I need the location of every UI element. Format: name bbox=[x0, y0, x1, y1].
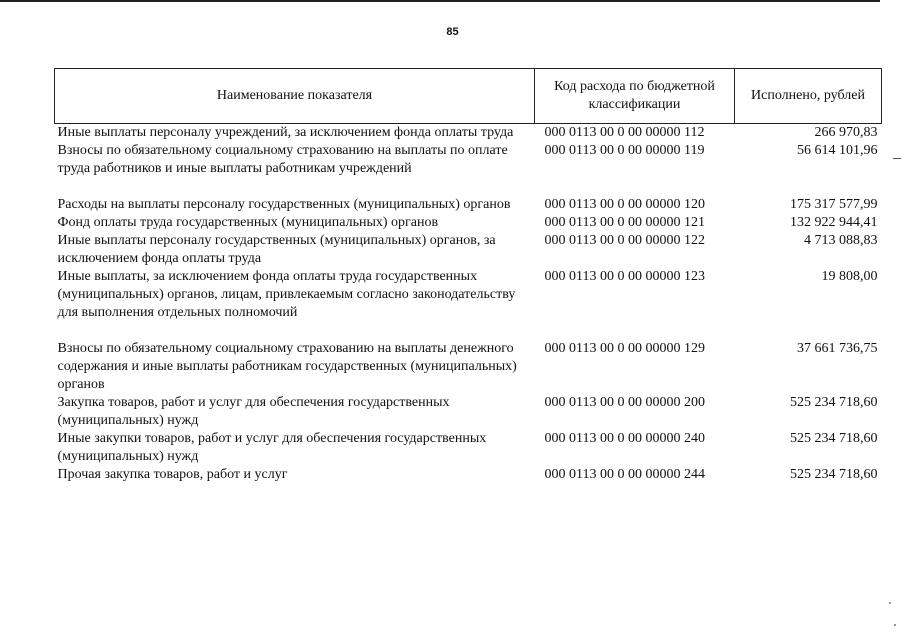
row-name: Прочая закупка товаров, работ и услуг bbox=[57, 467, 288, 482]
table-row bbox=[55, 142, 882, 196]
row-code: 000 0113 00 0 00 00000 123 bbox=[544, 269, 705, 284]
row-name: Взносы по обязательному социальному страхованию на выплаты денежного содержания и иные выплаты работникам государственных (муниципальных) органов bbox=[57, 341, 517, 392]
margin-mark bbox=[893, 158, 901, 159]
header-budget-code: Код расхода по бюджетной классификации bbox=[535, 69, 735, 124]
table-row bbox=[55, 340, 882, 394]
row-code: 000 0113 00 0 00 00000 119 bbox=[544, 143, 705, 158]
table-row bbox=[55, 268, 882, 340]
table-row bbox=[55, 430, 882, 466]
row-code: 000 0113 00 0 00 00000 129 bbox=[544, 341, 705, 356]
header-amount-executed: Исполнено, рублей bbox=[735, 69, 882, 124]
table-row bbox=[55, 466, 882, 484]
scan-speck bbox=[889, 602, 891, 604]
table-row bbox=[55, 394, 882, 430]
row-amount: 525 234 718,60 bbox=[790, 467, 878, 482]
row-name: Иные выплаты персоналу учреждений, за исключением фонда оплаты труда bbox=[57, 125, 514, 140]
row-name: Иные выплаты персоналу государственных (муниципальных) органов, за исключением фонда оплаты труда bbox=[57, 233, 496, 266]
row-amount: 19 808,00 bbox=[821, 269, 878, 284]
row-amount: 56 614 101,96 bbox=[797, 143, 878, 158]
row-code: 000 0113 00 0 00 00000 240 bbox=[544, 431, 705, 446]
scan-speck bbox=[894, 624, 896, 626]
header-row bbox=[55, 69, 882, 124]
row-amount: 525 234 718,60 bbox=[790, 431, 878, 446]
row-amount: 132 922 944,41 bbox=[790, 215, 878, 230]
row-name: Фонд оплаты труда государственных (муниципальных) органов bbox=[57, 215, 439, 230]
row-name: Иные закупки товаров, работ и услуг для обеспечения государственных (муниципальных) нужд bbox=[57, 431, 487, 464]
row-name: Закупка товаров, работ и услуг для обеспечения государственных (муниципальных) нужд bbox=[57, 395, 450, 428]
row-code: 000 0113 00 0 00 00000 200 bbox=[544, 395, 705, 410]
row-name: Взносы по обязательному социальному страхованию на выплаты по оплате труда работников и иные выплаты работникам учреждений bbox=[57, 143, 508, 176]
row-code: 000 0113 00 0 00 00000 121 bbox=[544, 215, 705, 230]
row-amount: 37 661 736,75 bbox=[797, 341, 878, 356]
row-name: Иные выплаты, за исключением фонда оплаты труда государственных (муниципальных) органов, лицам, привлекаемым согласно законодательству для выполнения отдельных полномочий bbox=[57, 269, 516, 320]
table-row bbox=[55, 124, 882, 143]
row-code: 000 0113 00 0 00 00000 120 bbox=[544, 197, 705, 212]
row-code: 000 0113 00 0 00 00000 122 bbox=[544, 233, 705, 248]
page-number: 85 bbox=[446, 26, 459, 38]
row-code: 000 0113 00 0 00 00000 112 bbox=[544, 125, 705, 140]
budget-execution-table bbox=[54, 68, 882, 484]
header-indicator-name: Наименование показателя bbox=[55, 69, 535, 124]
row-amount: 175 317 577,99 bbox=[790, 197, 878, 212]
row-amount: 266 970,83 bbox=[814, 125, 878, 140]
table-header bbox=[55, 69, 882, 124]
row-amount: 525 234 718,60 bbox=[790, 395, 878, 410]
top-rule bbox=[0, 0, 880, 2]
table-row bbox=[55, 232, 882, 268]
row-name: Расходы на выплаты персоналу государственных (муниципальных) органов bbox=[57, 197, 511, 212]
row-amount: 4 713 088,83 bbox=[804, 233, 878, 248]
row-code: 000 0113 00 0 00 00000 244 bbox=[544, 467, 705, 482]
table-body bbox=[55, 124, 882, 485]
table-row bbox=[55, 214, 882, 232]
table-row bbox=[55, 196, 882, 214]
